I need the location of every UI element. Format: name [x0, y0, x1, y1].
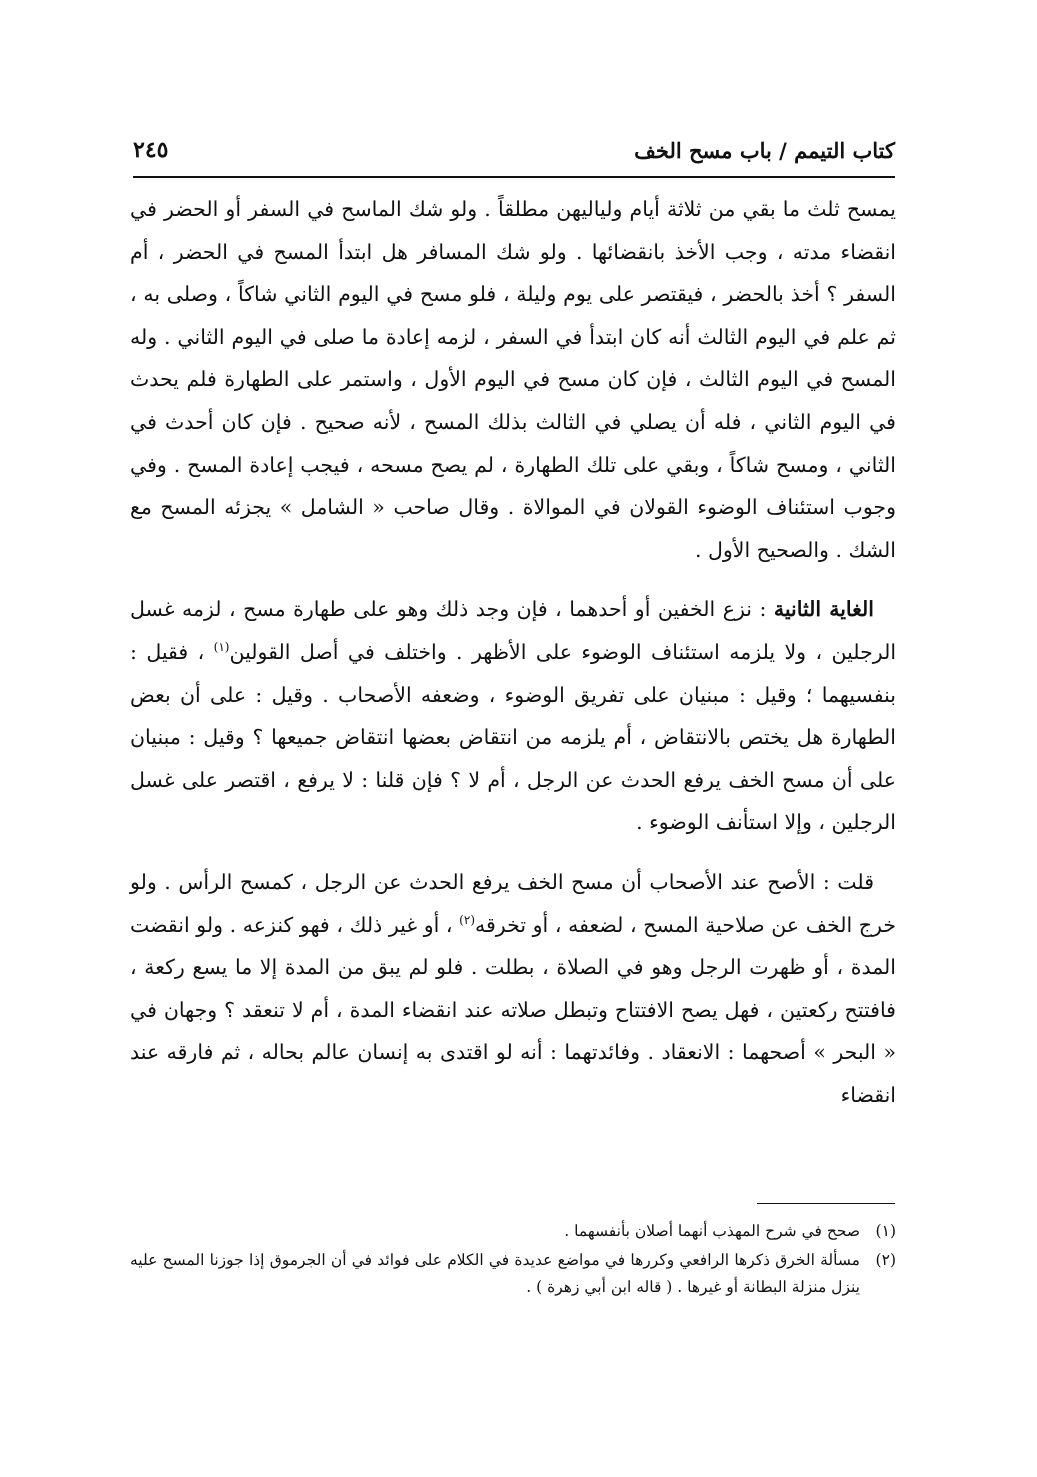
paragraph-text: يمسح ثلث ما بقي من ثلاثة أيام ولياليهن مطلقاً . ولو شك الماسح في السفر أو الحضر في انقضاء مدته ، وجب الأخذ بانقضائها . ولو شك المسافر هل ابتدأ المسح في الحضر ، أم السفر ؟ أخذ بالحضر ، فيقتصر على يوم وليلة ، فلو مسح في اليوم الثاني شاكاً ، وصلى به ، ثم علم في اليوم الثالث أنه كان ابتدأ في السفر ، لزمه إعادة ما صلى في اليوم الثاني . وله المسح في اليوم الثالث ، فإن كان مسح في اليوم الأول ، واستمر على الطهارة فلم يحدث في اليوم الثاني ، فله أن يصلي في الثالث بذلك المسح ، لأنه صحيح . فإن كان أحدث في الثاني ، ومسح شاكاً ، وبقي على تلك الطهارة ، لم يصح مسحه ، فيجب إعادة المسح . وفي وجوب استئناف الوضوء القولان في الموالاة . وقال صاحب « الشامل » يجزئه المسح مع الشك . والصحيح الأول .: [130, 197, 896, 562]
header-rule: [133, 176, 895, 178]
paragraph-text: ، أو غير ذلك ، فهو كنزعه . ولو انقضت المدة ، أو ظهرت الرجل وهو في الصلاة ، بطلت . فلو لم يبق من المدة إلا ما يسع ركعة ، فافتتح ركعتين ، فهل يصح الافتتاح وتبطل صلاته عند انقضاء المدة ، أم لا تنعقد ؟ وجهان في « البحر » أصحهما : الانعقاد . وفائدتهما : أنه لو اقتدى به إنسان عالم بحاله ، ثم فارقه عند انقضاء: [130, 912, 896, 1107]
footnote-2: [130, 1247, 896, 1301]
paragraph-text: : نزع الخفين أو أحدهما ، فإن وجد ذلك وهو على طهارة مسح ، لزمه غسل الرجلين ، ولا يلزمه استئناف الوضوء على الأظهر . واختلف في أصل القولين: [130, 597, 897, 664]
footnote-number: (٢): [875, 1251, 896, 1269]
paragraph-2: [130, 588, 896, 844]
page-header: [133, 128, 895, 172]
footnote-text: صحح في شرح المهذب أنهما أصلان بأنفسهما .: [564, 1222, 860, 1240]
footnote-1: [130, 1218, 896, 1245]
paragraph-1: [130, 188, 896, 571]
paragraph-3: [130, 861, 896, 1117]
page-number: ٢٤٥: [133, 137, 169, 163]
footnote-rule: [757, 1203, 895, 1204]
footnote-ref-2[interactable]: (٢): [459, 912, 475, 927]
running-head: كتاب التيمم / باب مسح الخف: [634, 137, 895, 163]
paragraph-text: قلت : الأصح عند الأصحاب أن مسح الخف يرفع الحدث عن الرجل ، كمسح الرأس . ولو خرج الخف عن صلاحية المسح ، لضعفه ، أو تخرقه: [130, 869, 896, 937]
footnote-ref-1[interactable]: (١): [213, 640, 230, 655]
paragraph-text: ، فقيل : بنفسيهما ؛ وقيل : مبنيان على تفريق الوضوء ، وضعفه الأصحاب . وقيل : على أن بعض الطهارة هل يختص بالانتقاض ، أم يلزمه من انتقاض بعضها انتقاض جميعها ؟ وقيل : مبنيان على أن مسح الخف يرفع الحدث عن الرجل ، أم لا ؟ فإن قلنا : لا يرفع ، اقتصر على غسل الرجلين ، وإلا استأنف الوضوء .: [130, 639, 896, 835]
main-text: [130, 188, 896, 1133]
footnote-number: (١): [875, 1222, 896, 1240]
paragraph-lead: الغاية الثانية: [773, 597, 874, 622]
footnotes: [130, 1218, 896, 1303]
footnote-text: مسألة الخرق ذكرها الرافعي وكررها في مواضع عديدة في الكلام على فوائد في أن الجرموق إذا جوزنا المسح عليه ينزل منزلة البطانة أو غيرها . ( قاله ابن أبي زهرة ) .: [130, 1251, 860, 1296]
